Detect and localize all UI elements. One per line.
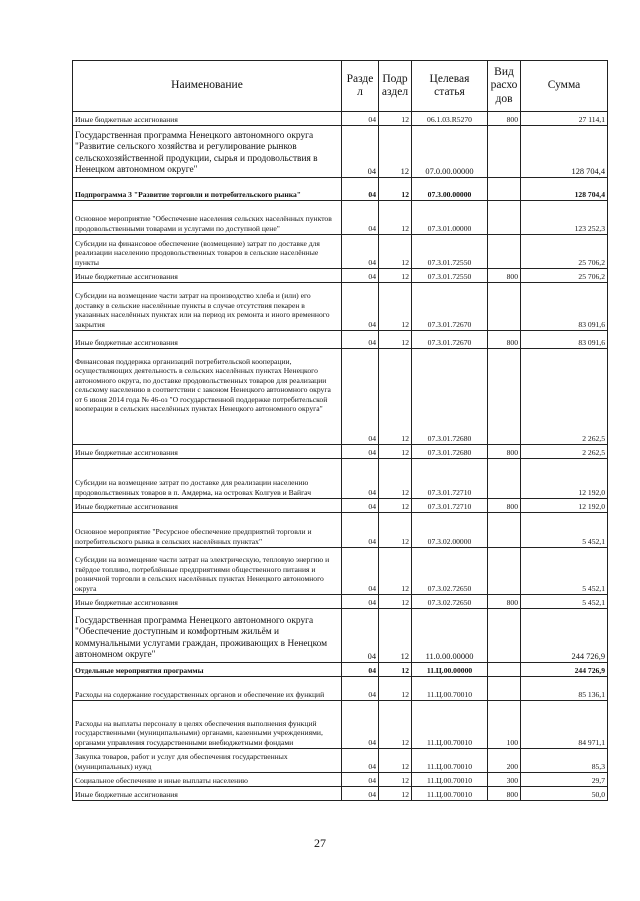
- row-section: 04: [342, 677, 379, 701]
- table-row: [73, 677, 608, 701]
- row-sum: 5 452,1: [521, 595, 608, 609]
- row-type: [488, 609, 521, 663]
- row-target: 11.Ц.00.70010: [412, 787, 488, 801]
- row-target: 07.0.00.00000: [412, 126, 488, 178]
- row-sum: 85,3: [521, 749, 608, 773]
- row-sum: 84 971,1: [521, 701, 608, 749]
- table-row: [73, 445, 608, 459]
- table-row: [73, 349, 608, 445]
- row-section: 04: [342, 701, 379, 749]
- row-section: 04: [342, 201, 379, 235]
- row-sum: 83 091,6: [521, 283, 608, 331]
- row-type: 800: [488, 595, 521, 609]
- row-sum: 5 452,1: [521, 548, 608, 595]
- row-type: [488, 201, 521, 235]
- row-target: 11.Ц.00.00000: [412, 663, 488, 677]
- row-subsection: 12: [379, 235, 412, 269]
- table-row: [73, 499, 608, 513]
- row-name: Иные бюджетные ассигнования: [73, 787, 342, 801]
- table-row: [73, 773, 608, 787]
- row-section: 04: [342, 459, 379, 499]
- budget-table: [72, 60, 608, 801]
- row-name: Иные бюджетные ассигнования: [73, 445, 342, 459]
- row-name: Субсидии на возмещение части затрат на производство хлеба и (или) его доставку в сельские населённые пункты в случае отсутствия пекарен в указанных населённых пунктах или на период их ремонта и иного временного закрытия: [73, 283, 342, 331]
- row-subsection: 12: [379, 283, 412, 331]
- row-type: [488, 235, 521, 269]
- row-sum: 244 726,9: [521, 609, 608, 663]
- row-name: Закупка товаров, работ и услуг для обеспечения государственных (муниципальных) нужд: [73, 749, 342, 773]
- row-sum: 85 136,1: [521, 677, 608, 701]
- row-type: 800: [488, 787, 521, 801]
- table-row: [73, 749, 608, 773]
- row-target: 07.3.01.72550: [412, 235, 488, 269]
- row-name: Иные бюджетные ассигнования: [73, 269, 342, 283]
- row-section: 04: [342, 178, 379, 201]
- row-name: Иные бюджетные ассигнования: [73, 595, 342, 609]
- table-row: [73, 609, 608, 663]
- row-sum: 128 704,4: [521, 126, 608, 178]
- row-sum: 29,7: [521, 773, 608, 787]
- row-type: [488, 513, 521, 548]
- row-subsection: 12: [379, 663, 412, 677]
- row-type: [488, 459, 521, 499]
- header-row: [73, 61, 608, 112]
- row-section: 04: [342, 787, 379, 801]
- row-target: 07.3.02.72650: [412, 595, 488, 609]
- row-name: Отдельные мероприятия программы: [73, 663, 342, 677]
- row-sum: 244 726,9: [521, 663, 608, 677]
- row-name: Иные бюджетные ассигнования: [73, 331, 342, 349]
- row-type: [488, 663, 521, 677]
- row-subsection: 12: [379, 269, 412, 283]
- row-sum: 27 114,1: [521, 112, 608, 126]
- row-section: 04: [342, 663, 379, 677]
- row-name: Иные бюджетные ассигнования: [73, 112, 342, 126]
- table-row: [73, 459, 608, 499]
- header-section: Разде л: [342, 61, 379, 112]
- row-subsection: 12: [379, 112, 412, 126]
- row-sum: 5 452,1: [521, 513, 608, 548]
- row-subsection: 12: [379, 548, 412, 595]
- row-subsection: 12: [379, 701, 412, 749]
- table-row: [73, 112, 608, 126]
- row-subsection: 12: [379, 331, 412, 349]
- row-type: 800: [488, 112, 521, 126]
- row-subsection: 12: [379, 459, 412, 499]
- row-type: 800: [488, 331, 521, 349]
- budget-document: [72, 60, 607, 801]
- row-target: 07.3.01.72710: [412, 499, 488, 513]
- row-section: 04: [342, 283, 379, 331]
- row-target: 11.0.00.00000: [412, 609, 488, 663]
- row-name: Субсидии на финансовое обеспечение (возмещение) затрат по доставке для реализации населению продовольственных товаров в сельские населённые пункты: [73, 235, 342, 269]
- row-section: 04: [342, 595, 379, 609]
- row-subsection: 12: [379, 349, 412, 445]
- table-row: [73, 663, 608, 677]
- row-name: Основное мероприятие "Обеспечение населения сельских населённых пунктов продовольственными товарами и услугами по доступной цене": [73, 201, 342, 235]
- row-type: [488, 349, 521, 445]
- row-target: 07.3.01.72710: [412, 459, 488, 499]
- table-row: [73, 701, 608, 749]
- row-section: 04: [342, 773, 379, 787]
- row-sum: 25 706,2: [521, 235, 608, 269]
- table-row: [73, 201, 608, 235]
- row-type: [488, 126, 521, 178]
- row-type: 800: [488, 269, 521, 283]
- row-target: 07.3.02.72650: [412, 548, 488, 595]
- row-section: 04: [342, 499, 379, 513]
- row-name: Расходы на содержание государственных органов и обеспечение их функций: [73, 677, 342, 701]
- row-subsection: 12: [379, 609, 412, 663]
- row-section: 04: [342, 126, 379, 178]
- row-section: 04: [342, 749, 379, 773]
- row-name: Иные бюджетные ассигнования: [73, 499, 342, 513]
- row-sum: 12 192,0: [521, 499, 608, 513]
- row-sum: 2 262,5: [521, 349, 608, 445]
- page-number: 27: [314, 836, 326, 850]
- row-name: Государственная программа Ненецкого автономного округа "Обеспечение доступным и комфортным жильём и коммунальными услугами граждан, проживающих в Ненецком автономном округе": [73, 609, 342, 663]
- row-subsection: 12: [379, 773, 412, 787]
- header-target: Целевая статья: [412, 61, 488, 112]
- row-subsection: 12: [379, 201, 412, 235]
- row-target: 11.Ц.00.70010: [412, 701, 488, 749]
- row-subsection: 12: [379, 178, 412, 201]
- row-section: 04: [342, 445, 379, 459]
- row-name: Социальное обеспечение и иные выплаты населению: [73, 773, 342, 787]
- row-type: [488, 548, 521, 595]
- row-name: Финансовая поддержка организаций потребительской кооперации, осуществляющих деятельность в сельских населённых пунктах Ненецкого автономного округа, по доставке продовольственных товаров для реализации сельскому населению в соответствии с законом Ненецкого автономного округа от 6 июня 2014 года № 46-оз "О государственной поддержке потребительской кооперации в сельских населённых пунктах Ненецкого автономного округа": [73, 349, 342, 445]
- row-name: Подпрограмма 3 "Развитие торговли и потребительского рынка": [73, 178, 342, 201]
- row-subsection: 12: [379, 595, 412, 609]
- row-type: 800: [488, 445, 521, 459]
- row-subsection: 12: [379, 513, 412, 548]
- table-row: [73, 595, 608, 609]
- row-name: Расходы на выплаты персоналу в целях обеспечения выполнения функций государственными (муниципальными) органами, казенными учреждениями, органами управления государственными внебюджетными фондами: [73, 701, 342, 749]
- header-name: Наименование: [73, 61, 342, 112]
- row-target: 07.3.01.72680: [412, 445, 488, 459]
- row-target: 07.3.01.00000: [412, 201, 488, 235]
- row-target: 11.Ц.00.70010: [412, 773, 488, 787]
- row-section: 04: [342, 331, 379, 349]
- header-subsection: Подр аздел: [379, 61, 412, 112]
- row-type: [488, 178, 521, 201]
- table-row: [73, 331, 608, 349]
- row-subsection: 12: [379, 445, 412, 459]
- row-target: 07.3.00.00000: [412, 178, 488, 201]
- header-sum: Сумма: [521, 61, 608, 112]
- row-type: 800: [488, 499, 521, 513]
- table-row: [73, 126, 608, 178]
- table-row: [73, 548, 608, 595]
- row-type: 100: [488, 701, 521, 749]
- table-row: [73, 513, 608, 548]
- row-target: 07.3.01.72680: [412, 349, 488, 445]
- row-sum: 123 252,3: [521, 201, 608, 235]
- row-subsection: 12: [379, 749, 412, 773]
- row-section: 04: [342, 112, 379, 126]
- row-sum: 83 091,6: [521, 331, 608, 349]
- row-type: [488, 283, 521, 331]
- header-type: Вид расхо дов: [488, 61, 521, 112]
- row-target: 07.3.01.72550: [412, 269, 488, 283]
- row-target: 07.3.01.72670: [412, 283, 488, 331]
- row-subsection: 12: [379, 499, 412, 513]
- row-type: [488, 677, 521, 701]
- row-subsection: 12: [379, 126, 412, 178]
- table-row: [73, 787, 608, 801]
- row-subsection: 12: [379, 787, 412, 801]
- table-row: [73, 283, 608, 331]
- row-section: 04: [342, 548, 379, 595]
- row-target: 07.3.01.72670: [412, 331, 488, 349]
- row-name: Субсидии на возмещение части затрат на электрическую, тепловую энергию и твёрдое топливо, потреблённые предприятиями общественного питания и розничной торговли в сельских населённых пунктах Ненецкого автономного округа: [73, 548, 342, 595]
- row-target: 11.Ц.00.70010: [412, 749, 488, 773]
- row-section: 04: [342, 513, 379, 548]
- row-section: 04: [342, 235, 379, 269]
- row-target: 07.3.02.00000: [412, 513, 488, 548]
- row-name: Субсидии на возмещение затрат по доставке для реализации населению продовольственных товаров в п. Амдерма, на островах Колгуев и Вайгач: [73, 459, 342, 499]
- row-sum: 12 192,0: [521, 459, 608, 499]
- row-subsection: 12: [379, 677, 412, 701]
- row-section: 04: [342, 349, 379, 445]
- row-type: 300: [488, 773, 521, 787]
- row-sum: 128 704,4: [521, 178, 608, 201]
- table-row: [73, 178, 608, 201]
- table-row: [73, 269, 608, 283]
- row-name: Государственная программа Ненецкого автономного округа "Развитие сельского хозяйства и регулирование рынков сельскохозяйственной продукции, сырья и продовольствия в Ненецком автономном округе": [73, 126, 342, 178]
- row-target: 11.Ц.00.70010: [412, 677, 488, 701]
- row-type: 200: [488, 749, 521, 773]
- row-sum: 50,0: [521, 787, 608, 801]
- row-sum: 2 262,5: [521, 445, 608, 459]
- row-target: 06.1.03.R5270: [412, 112, 488, 126]
- row-name: Основное мероприятие "Ресурсное обеспечение предприятий торговли и потребительского рынка в сельских населённых пунктах": [73, 513, 342, 548]
- table-row: [73, 235, 608, 269]
- row-section: 04: [342, 269, 379, 283]
- row-section: 04: [342, 609, 379, 663]
- row-sum: 25 706,2: [521, 269, 608, 283]
